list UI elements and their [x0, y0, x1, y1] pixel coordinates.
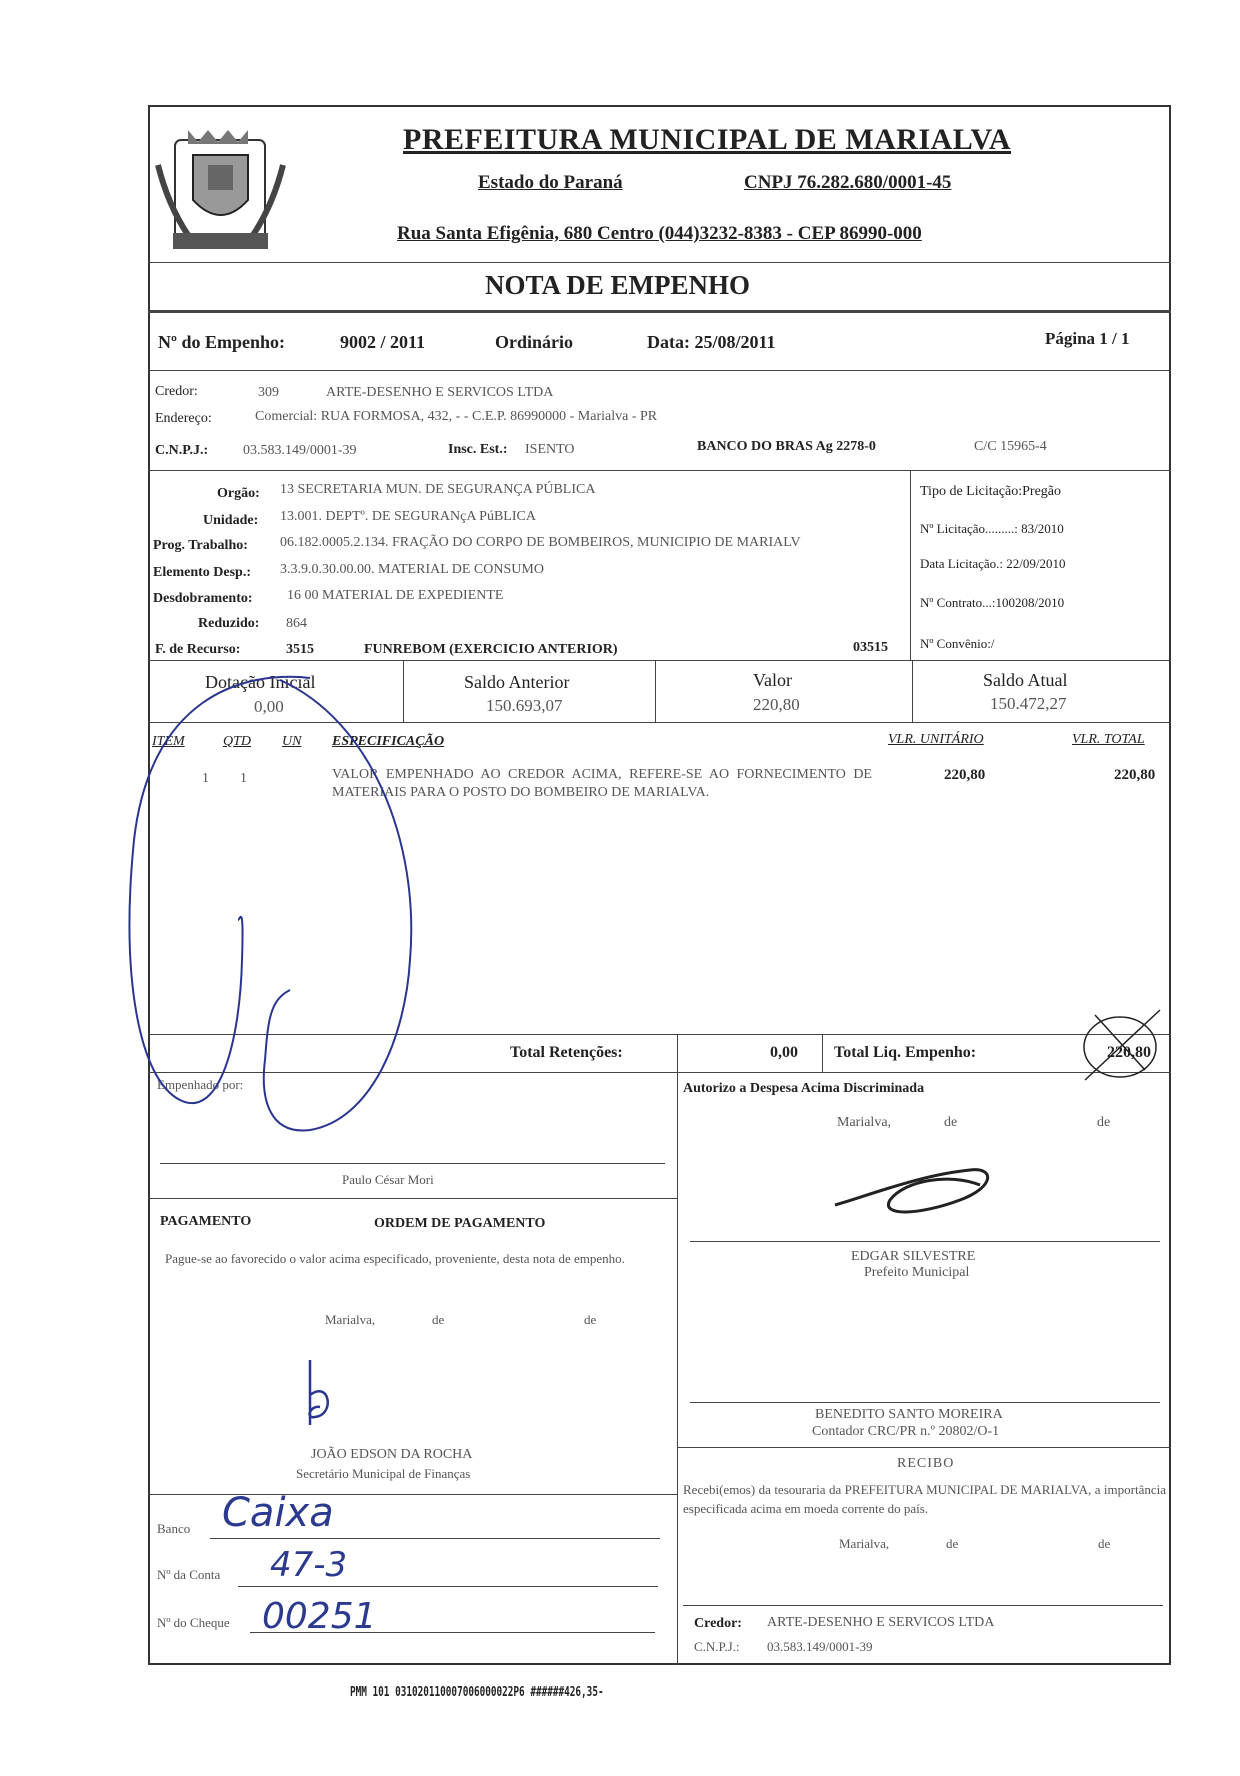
recurso-label: F. de Recurso: [155, 642, 241, 657]
page-number: Página 1 / 1 [1045, 329, 1130, 348]
recurso-name: FUNREBOM (EXERCICIO ANTERIOR) [364, 642, 618, 657]
credor-code: 309 [258, 385, 279, 400]
endereco-label: Endereço: [155, 411, 212, 426]
pagamento-de-1: de [432, 1312, 445, 1327]
recurso-code: 03515 [853, 640, 888, 655]
row-item: 1 [202, 771, 209, 786]
row-qtd: 1 [240, 771, 247, 786]
desdobramento-value: 16 00 MATERIAL DE EXPEDIENTE [287, 588, 504, 603]
desdobramento-label: Desdobramento: [153, 591, 253, 606]
empenho-type: Ordinário [495, 332, 574, 352]
dotacao-value: 0,00 [254, 697, 284, 716]
signature-line [690, 1241, 1160, 1242]
bank-info: BANCO DO BRAS Ag 2278-0 [697, 439, 876, 454]
saldo-anterior-label: Saldo Anterior [464, 672, 570, 692]
handwritten-loop-signature-icon [120, 660, 440, 1170]
num-convenio: Nº Convênio:/ [920, 636, 995, 651]
banco-label: Banco [157, 1521, 191, 1536]
recibo-credor-value: ARTE-DESENHO E SERVICOS LTDA [767, 1615, 995, 1630]
col-item: ITEM [152, 734, 185, 749]
valor-value: 220,80 [753, 695, 800, 714]
endereco-value: Comercial: RUA FORMOSA, 432, - - C.E.P. 86990000 - Marialva - PR [255, 409, 658, 424]
unidade-value: 13.001. DEPTº. DE SEGURANçA PúBLICA [280, 509, 536, 524]
divider [910, 470, 911, 660]
secretario-signature-icon [290, 1355, 350, 1440]
recibo-credor-label: Credor: [694, 1616, 742, 1631]
num-contrato: Nº Contrato...:100208/2010 [920, 595, 1065, 610]
reduzido-label: Reduzido: [198, 616, 260, 631]
saldo-anterior-value: 150.693,07 [486, 696, 563, 715]
footer-code: PMM 101 031020110007006000022P6 ######426,35- [350, 1685, 604, 1700]
prog-trabalho-label: Prog. Trabalho: [153, 538, 248, 553]
divider [148, 262, 1171, 263]
prefeito-role: Prefeito Municipal [864, 1265, 970, 1280]
cheque-label: Nº do Cheque [157, 1615, 230, 1630]
account-info: C/C 15965-4 [974, 439, 1047, 454]
divider [148, 1198, 677, 1199]
pagamento-de-2: de [584, 1312, 597, 1327]
cheque-handwritten: 00251 [262, 1596, 377, 1637]
divider [912, 660, 913, 722]
divider [148, 470, 1171, 471]
row-description: VALOR EMPENHADO AO CREDOR ACIMA, REFERE-SE AO FORNECIMENTO DE MATERIAIS PARA O POSTO DO BOMBEIRO DE MARIALVA. [332, 767, 872, 800]
empenho-date: Data: 25/08/2011 [647, 332, 776, 352]
dotacao-label: Dotação Inicial [205, 672, 316, 692]
recurso-value: 3515 [286, 642, 314, 657]
secretario-name: JOÃO EDSON DA ROCHA [311, 1447, 473, 1462]
pagamento-label: PAGAMENTO [160, 1214, 252, 1229]
total-retencoes-label: Total Retenções: [510, 1044, 623, 1061]
coat-of-arms-icon [153, 115, 288, 265]
elemento-value: 3.3.9.0.30.00.00. MATERIAL DE CONSUMO [280, 562, 544, 577]
total-liquido-value: 220,80 [1107, 1044, 1151, 1061]
prefeito-signature-icon [830, 1155, 1000, 1225]
state-label: Estado do Paraná [478, 172, 623, 193]
recibo-place: Marialva, [839, 1536, 890, 1551]
field-line [250, 1632, 655, 1633]
recibo-de-2: de [1098, 1536, 1111, 1551]
autorizo-place: Marialva, [837, 1115, 892, 1130]
divider [677, 1447, 1171, 1448]
prefeito-name: EDGAR SILVESTRE [851, 1249, 976, 1264]
reduzido-value: 864 [286, 616, 307, 631]
empenhado-name: Paulo César Mori [342, 1172, 434, 1187]
empenhado-por-label: Empenhado por: [157, 1077, 244, 1092]
signature-line [690, 1402, 1160, 1403]
orgao-value: 13 SECRETARIA MUN. DE SEGURANÇA PÚBLICA [280, 482, 596, 497]
divider [677, 1072, 678, 1665]
empenho-number: 9002 / 2011 [340, 332, 426, 352]
divider [655, 660, 656, 722]
contador-role: Contador CRC/PR n.º 20802/O-1 [812, 1424, 1000, 1439]
col-vlr-total: VLR. TOTAL [1072, 732, 1145, 747]
credor-label: Credor: [155, 384, 198, 399]
recibo-text: Recebi(emos) da tesouraria da PREFEITURA MUNICIPAL DE MARIALVA, a importância especificada acima em moeda corrente do país. [683, 1482, 1166, 1516]
col-un: UN [282, 734, 302, 749]
row-total-value: 220,80 [1114, 767, 1156, 783]
elemento-label: Elemento Desp.: [153, 565, 251, 580]
saldo-atual-value: 150.472,27 [990, 694, 1067, 713]
autorizo-label: Autorizo a Despesa Acima Discriminada [683, 1081, 925, 1096]
insc-est-label: Insc. Est.: [448, 442, 508, 457]
ordem-pagamento-label: ORDEM DE PAGAMENTO [374, 1216, 546, 1231]
conta-handwritten: 47-3 [270, 1545, 348, 1585]
autorizo-de-2: de [1097, 1115, 1111, 1130]
cnpj-label: CNPJ 76.282.680/0001-45 [744, 172, 952, 193]
col-vlr-unitario: VLR. UNITÁRIO [888, 732, 984, 747]
recibo-de-1: de [946, 1536, 959, 1551]
recibo-label: RECIBO [897, 1456, 955, 1471]
conta-label: Nº da Conta [157, 1567, 221, 1582]
pagamento-text: Pague-se ao favorecido o valor acima especificado, proveniente, desta nota de empenho. [165, 1251, 625, 1266]
divider [148, 370, 1171, 371]
divider [677, 1034, 678, 1072]
orgao-label: Orgão: [217, 486, 260, 501]
data-licitacao: Data Licitação.: 22/09/2010 [920, 556, 1066, 571]
prog-trabalho-value: 06.182.0005.2.134. FRAÇÃO DO CORPO DE BOMBEIROS, MUNICIPIO DE MARIALV [280, 535, 801, 550]
insc-est-value: ISENTO [525, 442, 575, 457]
total-liquido-label: Total Liq. Empenho: [834, 1044, 977, 1061]
saldo-atual-label: Saldo Atual [983, 670, 1068, 690]
total-check-signature-icon [1075, 1000, 1170, 1090]
cnpj-credor-label: C.N.P.J.: [155, 443, 209, 458]
divider [822, 1034, 823, 1072]
tipo-licitacao: Tipo de Licitação:Pregão [920, 484, 1062, 499]
banco-handwritten: Caixa [222, 1490, 334, 1536]
recibo-cnpj-value: 03.583.149/0001-39 [767, 1639, 873, 1654]
cnpj-credor-value: 03.583.149/0001-39 [243, 443, 357, 458]
valor-label: Valor [753, 670, 792, 690]
autorizo-de-1: de [944, 1115, 958, 1130]
field-line [238, 1586, 658, 1587]
doc-title: NOTA DE EMPENHO [485, 270, 751, 300]
unidade-label: Unidade: [203, 513, 259, 528]
total-retencoes-value: 0,00 [770, 1044, 798, 1061]
empenho-number-label: Nº do Empenho: [158, 332, 285, 352]
page-title: PREFEITURA MUNICIPAL DE MARIALVA [403, 123, 1012, 156]
credor-name: ARTE-DESENHO E SERVICOS LTDA [326, 385, 554, 400]
recibo-cnpj-label: C.N.P.J.: [694, 1639, 740, 1654]
col-especificacao: ESPECIFICAÇÃO [332, 734, 445, 749]
address-label: Rua Santa Efigênia, 680 Centro (044)3232-8383 - CEP 86990-000 [397, 223, 922, 244]
contador-name: BENEDITO SANTO MOREIRA [815, 1407, 1003, 1422]
col-qtd: QTD [223, 734, 252, 749]
row-unit-value: 220,80 [944, 767, 986, 783]
pagamento-place: Marialva, [325, 1312, 376, 1327]
secretario-role: Secretário Municipal de Finanças [296, 1466, 471, 1481]
field-line [210, 1538, 660, 1539]
divider [148, 310, 1171, 313]
signature-line [683, 1605, 1163, 1606]
num-licitacao: Nº Licitação.........: 83/2010 [920, 521, 1064, 536]
